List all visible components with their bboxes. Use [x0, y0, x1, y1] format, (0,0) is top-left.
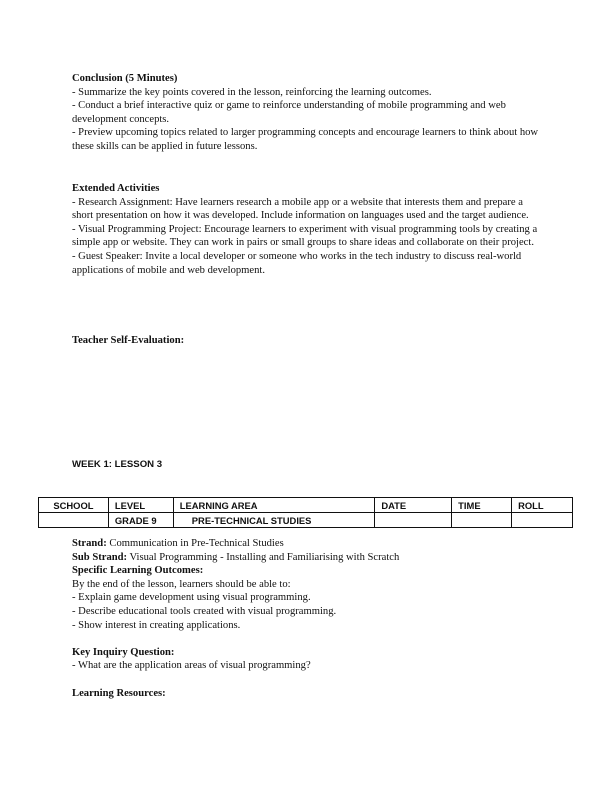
- strand-line: [72, 537, 542, 551]
- conclusion-item: - Summarize the key points covered in the lesson, reinforcing the learning outcomes.: [72, 86, 432, 98]
- substrand-line: [72, 551, 542, 565]
- outcome-item: - Describe educational tools created with visual programming.: [72, 605, 337, 617]
- cell-time: [452, 513, 512, 528]
- table-header-row: [39, 498, 573, 513]
- header-learning-area: LEARNING AREA: [173, 498, 375, 513]
- inquiry-item: - What are the application areas of visual programming?: [72, 660, 311, 672]
- header-time: TIME: [452, 498, 512, 513]
- conclusion-title: Conclusion (5 Minutes): [72, 73, 178, 84]
- substrand-label: Sub Strand:: [72, 551, 128, 563]
- cell-date: [375, 513, 452, 528]
- outcome-item: - Show interest in creating applications.: [72, 619, 241, 631]
- header-roll: ROLL: [512, 498, 573, 513]
- cell-roll: [512, 513, 573, 528]
- header-school: SCHOOL: [39, 498, 109, 513]
- spacer: [72, 632, 542, 646]
- resources-title: Learning Resources:: [72, 687, 166, 699]
- extended-activity-item: - Visual Programming Project: Encourage learners to experiment with visual programming tools by creating a simple app or website. They can work in pairs or small groups to share ideas and collaborate on their project.: [72, 223, 538, 249]
- conclusion-item: - Conduct a brief interactive quiz or game to reinforce understanding of mobile programming and web development concepts.: [72, 100, 506, 125]
- conclusion-section: [72, 72, 542, 154]
- self-evaluation-title: Teacher Self-Evaluation:: [72, 335, 185, 346]
- strand-value: Communication in Pre-Technical Studies: [106, 538, 284, 549]
- extended-activity-item: - Guest Speaker: Invite a local developer or someone who works in the tech industry to discuss real-world applications of mobile and web development.: [72, 250, 522, 276]
- cell-learning-area: PRE-TECHNICAL STUDIES: [173, 513, 375, 528]
- extended-activity-item: - Research Assignment: Have learners research a mobile app or a website that interests them and prepare a short presentation on how it was developed. Include information on languages used and the target audience.: [72, 196, 529, 222]
- spacer: [72, 673, 542, 687]
- header-level: LEVEL: [108, 498, 173, 513]
- lesson-info-table: [38, 497, 573, 528]
- cell-school: [39, 513, 109, 528]
- table-row: [39, 513, 573, 528]
- extended-activities-section: [72, 182, 544, 277]
- strand-label: Strand:: [72, 538, 107, 549]
- outcomes-title: Specific Learning Outcomes:: [72, 565, 204, 577]
- lesson-details: [72, 537, 542, 700]
- conclusion-item: - Preview upcoming topics related to larger programming concepts and encourage learners to think about how these skills can be applied in future lessons.: [72, 127, 539, 152]
- inquiry-title: Key Inquiry Question:: [72, 646, 175, 658]
- extended-activities-title: Extended Activities: [72, 183, 160, 194]
- header-date: DATE: [375, 498, 452, 513]
- outcomes-intro: By the end of the lesson, learners should be able to:: [72, 578, 291, 590]
- substrand-value: Visual Programming - Installing and Familiarising with Scratch: [127, 551, 400, 563]
- cell-level: GRADE 9: [108, 513, 173, 528]
- lesson-heading: WEEK 1: LESSON 3: [72, 459, 163, 470]
- outcome-item: - Explain game development using visual programming.: [72, 592, 311, 604]
